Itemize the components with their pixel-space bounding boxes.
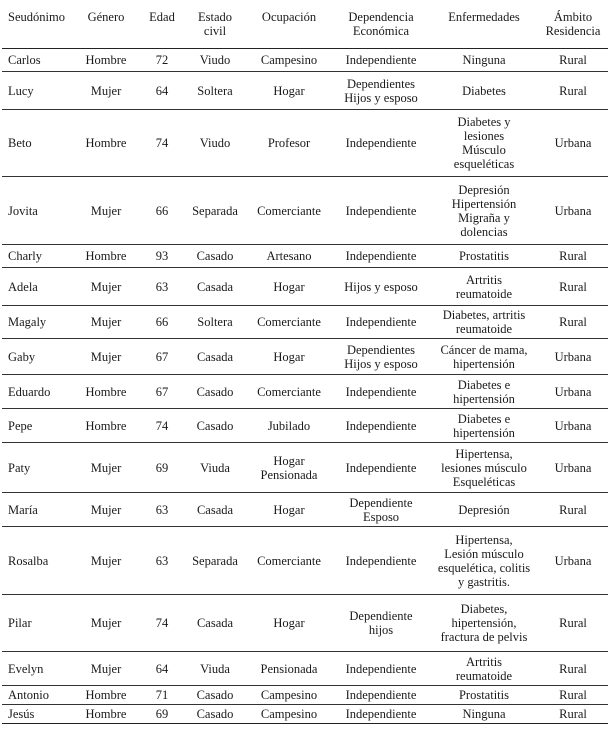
header-estado	[184, 0, 246, 49]
cell-estado	[184, 110, 246, 177]
cell-enfermedades-line: Hipertensión	[451, 196, 517, 211]
cell-ocupacion-line: Campesino	[260, 688, 318, 702]
cell-estado-line: Separada	[192, 203, 238, 218]
cell-dependencia	[332, 409, 430, 443]
cell-estado	[184, 306, 246, 339]
cell-dependencia-line: Esposo	[362, 509, 400, 524]
cell-edad: 67	[155, 384, 169, 399]
header-enfermedades-line: Enfermedades	[448, 10, 520, 24]
cell-edad: 63	[155, 502, 169, 517]
cell-enfermedades-line: Hipertensa,	[455, 532, 513, 547]
header-seudonimo-line: Seudónimo	[8, 10, 65, 24]
cell-edad: 93	[155, 249, 169, 263]
cell-ocupacion	[246, 177, 332, 245]
cell-dependencia-line: Independiente	[345, 661, 417, 676]
cell-seudonimo: Jesús	[8, 707, 35, 721]
cell-seudonimo: Paty	[8, 460, 31, 475]
cell-enfermedades	[430, 72, 538, 110]
cell-estado-line: Casado	[196, 707, 234, 721]
cell-estado	[184, 705, 246, 724]
cell-dependencia-line: Independiente	[345, 53, 417, 67]
cell-estado-line: Casado	[196, 249, 234, 263]
cell-enfermedades	[430, 409, 538, 443]
cell-enfermedades	[430, 527, 538, 595]
cell-ocupacion	[246, 652, 332, 686]
table-row	[2, 49, 608, 72]
cell-estado	[184, 177, 246, 245]
cell-seudonimo: Magaly	[8, 315, 47, 329]
cell-estado	[184, 409, 246, 443]
cell-ocupacion	[246, 268, 332, 306]
cell-enfermedades-line: Migraña y	[458, 210, 510, 225]
cell-enfermedades	[430, 705, 538, 724]
cell-enfermedades	[430, 49, 538, 72]
cell-enfermedades-line: reumatoide	[455, 668, 513, 683]
cell-genero: Mujer	[90, 279, 122, 294]
cell-seudonimo: Jovita	[8, 203, 38, 218]
cell-dependencia-line: Independiente	[345, 688, 417, 702]
cell-enfermedades	[430, 110, 538, 177]
table-row	[2, 527, 608, 595]
cell-estado-line: Casado	[196, 384, 234, 399]
table-row	[2, 705, 608, 724]
cell-ocupacion	[246, 245, 332, 268]
cell-ocupacion-line: Hogar	[273, 349, 305, 364]
cell-enfermedades	[430, 177, 538, 245]
table-row	[2, 245, 608, 268]
cell-dependencia	[332, 49, 430, 72]
cell-ocupacion-line: Pensionada	[260, 467, 318, 482]
cell-enfermedades-line: Artritis	[465, 654, 503, 669]
cell-genero: Mujer	[90, 502, 122, 517]
cell-dependencia-line: Dependientes	[346, 76, 416, 91]
cell-genero: Mujer	[90, 203, 122, 218]
cell-dependencia	[332, 527, 430, 595]
cell-estado	[184, 72, 246, 110]
cell-dependencia	[332, 268, 430, 306]
cell-estado-line: Soltera	[197, 83, 233, 98]
cell-seudonimo: Lucy	[8, 83, 34, 98]
cell-ambito: Rural	[559, 53, 587, 67]
cell-ocupacion-line: Hogar	[273, 279, 305, 294]
cell-seudonimo: Eduardo	[8, 384, 51, 399]
cell-edad: 74	[155, 616, 169, 630]
cell-dependencia-line: Independiente	[345, 315, 417, 329]
cell-dependencia-line: Independiente	[345, 707, 417, 721]
cell-genero: Hombre	[85, 249, 127, 263]
cell-enfermedades	[430, 339, 538, 375]
cell-ocupacion	[246, 339, 332, 375]
cell-seudonimo: Charly	[8, 249, 43, 263]
cell-enfermedades	[430, 306, 538, 339]
cell-dependencia	[332, 177, 430, 245]
cell-ambito: Urbana	[554, 384, 592, 399]
cell-enfermedades	[430, 443, 538, 493]
table-row	[2, 339, 608, 375]
cell-edad: 66	[155, 203, 169, 218]
cell-seudonimo: Antonio	[8, 688, 49, 702]
cell-dependencia	[332, 245, 430, 268]
cell-genero: Hombre	[85, 384, 127, 399]
cell-dependencia-line: Independiente	[345, 460, 417, 475]
cell-enfermedades-line: Diabetes,	[460, 602, 508, 616]
header-dependencia-line: Dependencia	[348, 10, 414, 24]
cell-seudonimo: Evelyn	[8, 661, 44, 676]
header-row	[2, 0, 608, 49]
cell-ambito: Rural	[559, 279, 587, 294]
cell-ambito: Urbana	[554, 349, 592, 364]
cell-ambito: Rural	[559, 688, 587, 702]
header-dependencia	[332, 0, 430, 49]
cell-estado	[184, 375, 246, 409]
cell-ocupacion-line: Pensionada	[260, 661, 318, 676]
cell-ambito: Rural	[559, 707, 587, 721]
cell-seudonimo: Pilar	[8, 616, 32, 630]
cell-dependencia-line: Dependientes	[346, 342, 416, 357]
cell-edad: 69	[155, 460, 169, 475]
cell-edad: 63	[155, 279, 169, 294]
cell-ocupacion	[246, 705, 332, 724]
cell-estado	[184, 245, 246, 268]
cell-dependencia	[332, 686, 430, 705]
cell-dependencia-line: Dependiente	[349, 495, 413, 510]
cell-dependencia	[332, 493, 430, 527]
cell-estado-line: Casada	[196, 279, 234, 294]
cell-enfermedades-line: Músculo	[462, 143, 506, 157]
cell-ocupacion	[246, 595, 332, 652]
cell-estado	[184, 49, 246, 72]
cell-estado-line: Casada	[196, 616, 234, 630]
cell-estado-line: Casado	[196, 418, 234, 433]
table-row	[2, 110, 608, 177]
cell-enfermedades-line: Artritis	[465, 272, 503, 287]
table-row	[2, 177, 608, 245]
cell-edad: 67	[155, 349, 169, 364]
cell-enfermedades-line: Prostatitis	[458, 249, 509, 263]
cell-ocupacion	[246, 375, 332, 409]
cell-enfermedades-line: hipertensión	[453, 391, 515, 406]
cell-enfermedades-line: Diabetes e	[457, 411, 511, 426]
cell-ambito: Rural	[559, 502, 587, 517]
cell-seudonimo: Adela	[8, 279, 38, 294]
table-row	[2, 375, 608, 409]
table-row	[2, 443, 608, 493]
cell-ambito: Rural	[559, 616, 587, 630]
cell-dependencia-line: Hijos y esposo	[344, 356, 418, 371]
cell-enfermedades-line: Cáncer de mama,	[440, 342, 528, 357]
cell-enfermedades-line: Diabetes y	[457, 115, 511, 129]
cell-enfermedades-line: Prostatitis	[458, 688, 509, 702]
cell-seudonimo: Pepe	[8, 418, 33, 433]
cell-estado-line: Soltera	[197, 315, 233, 329]
cell-ambito: Urbana	[554, 553, 592, 568]
cell-ocupacion-line: Comerciante	[257, 203, 321, 218]
cell-enfermedades-line: Diabetes	[462, 83, 506, 98]
participants-table	[2, 0, 608, 724]
header-estado-line: civil	[203, 24, 227, 38]
cell-estado	[184, 686, 246, 705]
cell-ambito: Rural	[559, 315, 587, 329]
cell-edad: 64	[155, 661, 169, 676]
cell-enfermedades-line: dolencias	[460, 224, 508, 239]
cell-dependencia	[332, 72, 430, 110]
cell-edad: 72	[155, 53, 169, 67]
cell-enfermedades	[430, 686, 538, 705]
cell-estado	[184, 527, 246, 595]
cell-ocupacion-line: Hogar	[273, 502, 305, 517]
cell-seudonimo: Rosalba	[8, 553, 49, 568]
cell-ocupacion	[246, 110, 332, 177]
cell-enfermedades-line: hipertensión	[453, 425, 515, 440]
cell-enfermedades-line: y gastritis.	[457, 574, 511, 589]
cell-ocupacion-line: Hogar	[273, 616, 305, 630]
cell-enfermedades-line: Diabetes e	[457, 377, 511, 392]
cell-genero: Mujer	[90, 616, 122, 630]
cell-edad: 66	[155, 315, 169, 329]
header-edad	[140, 0, 184, 49]
cell-ocupacion-line: Artesano	[266, 249, 312, 263]
cell-estado-line: Casada	[196, 502, 234, 517]
cell-enfermedades-line: esquelética, colitis	[437, 560, 531, 575]
table-row	[2, 72, 608, 110]
cell-enfermedades-line: Lesión músculo	[444, 546, 524, 561]
cell-ocupacion	[246, 527, 332, 595]
cell-dependencia	[332, 306, 430, 339]
cell-estado	[184, 443, 246, 493]
cell-enfermedades-line: reumatoide	[455, 286, 513, 301]
cell-genero: Mujer	[90, 349, 122, 364]
cell-ambito: Rural	[559, 83, 587, 98]
table-row	[2, 493, 608, 527]
table-row	[2, 686, 608, 705]
cell-seudonimo: Gaby	[8, 349, 36, 364]
cell-dependencia	[332, 595, 430, 652]
cell-estado-line: Casada	[196, 349, 234, 364]
table-body	[2, 49, 608, 724]
cell-estado-line: Separada	[192, 553, 238, 568]
cell-dependencia-line: Dependiente	[349, 609, 413, 623]
cell-seudonimo: María	[8, 502, 38, 517]
header-genero-line: Género	[87, 10, 125, 24]
cell-ocupacion	[246, 72, 332, 110]
header-enfermedades	[430, 0, 538, 49]
cell-ocupacion	[246, 686, 332, 705]
cell-edad: 74	[155, 418, 169, 433]
cell-ambito: Urbana	[554, 418, 592, 433]
cell-dependencia-line: Independiente	[345, 249, 417, 263]
cell-ocupacion-line: Profesor	[267, 136, 311, 150]
cell-dependencia	[332, 705, 430, 724]
cell-dependencia-line: hijos	[368, 623, 394, 637]
cell-genero: Hombre	[85, 688, 127, 702]
cell-estado	[184, 339, 246, 375]
cell-enfermedades	[430, 268, 538, 306]
cell-edad: 71	[155, 688, 169, 702]
cell-enfermedades	[430, 595, 538, 652]
cell-edad: 74	[155, 136, 169, 150]
cell-ambito: Urbana	[554, 460, 592, 475]
cell-enfermedades-line: lesiones	[463, 129, 505, 143]
cell-estado	[184, 493, 246, 527]
cell-dependencia	[332, 375, 430, 409]
table-row	[2, 306, 608, 339]
cell-dependencia-line: Independiente	[345, 418, 417, 433]
cell-seudonimo: Carlos	[8, 53, 41, 67]
table-row	[2, 409, 608, 443]
cell-enfermedades-line: Esqueléticas	[452, 474, 516, 489]
cell-enfermedades-line: hipertensión,	[451, 616, 517, 630]
cell-enfermedades	[430, 652, 538, 686]
table-row	[2, 268, 608, 306]
cell-ocupacion-line: Hogar	[273, 453, 305, 468]
cell-ocupacion-line: Comerciante	[257, 384, 321, 399]
cell-estado-line: Casado	[196, 688, 234, 702]
cell-genero: Mujer	[90, 315, 122, 329]
cell-enfermedades-line: reumatoide	[455, 322, 513, 336]
cell-dependencia	[332, 110, 430, 177]
cell-estado-line: Viuda	[200, 661, 230, 676]
cell-dependencia-line: Hijos y esposo	[344, 279, 418, 294]
cell-ambito: Urbana	[554, 203, 592, 218]
cell-genero: Hombre	[85, 136, 127, 150]
cell-enfermedades-line: Hipertensa,	[455, 446, 513, 461]
cell-enfermedades-line: Depresión	[458, 182, 510, 197]
cell-dependencia-line: Independiente	[345, 203, 417, 218]
cell-enfermedades-line: fractura de pelvis	[440, 630, 528, 644]
cell-enfermedades	[430, 375, 538, 409]
cell-ocupacion	[246, 306, 332, 339]
cell-enfermedades	[430, 245, 538, 268]
cell-enfermedades-line: Diabetes, artritis	[442, 308, 526, 322]
table-row	[2, 652, 608, 686]
header-dependencia-line: Económica	[352, 24, 410, 38]
table-header	[2, 0, 608, 49]
cell-dependencia-line: Hijos y esposo	[344, 90, 418, 105]
header-seudonimo	[2, 0, 72, 49]
cell-ocupacion	[246, 409, 332, 443]
cell-dependencia-line: Independiente	[345, 384, 417, 399]
cell-genero: Hombre	[85, 53, 127, 67]
header-genero	[72, 0, 140, 49]
cell-ocupacion-line: Comerciante	[257, 553, 321, 568]
cell-dependencia	[332, 443, 430, 493]
cell-genero: Mujer	[90, 553, 122, 568]
cell-genero: Hombre	[85, 418, 127, 433]
cell-genero: Mujer	[90, 83, 122, 98]
cell-estado-line: Viuda	[200, 460, 230, 475]
cell-seudonimo: Beto	[8, 136, 32, 150]
cell-estado	[184, 268, 246, 306]
cell-ambito: Urbana	[554, 136, 592, 150]
cell-enfermedades-line: Depresión	[458, 502, 510, 517]
cell-ocupacion-line: Comerciante	[257, 315, 321, 329]
cell-genero: Hombre	[85, 707, 127, 721]
cell-ocupacion-line: Jubilado	[267, 418, 311, 433]
header-edad-line: Edad	[149, 10, 175, 24]
cell-genero: Mujer	[90, 661, 122, 676]
cell-ambito: Rural	[559, 249, 587, 263]
cell-dependencia	[332, 652, 430, 686]
cell-estado-line: Viudo	[199, 53, 231, 67]
cell-enfermedades-line: esqueléticas	[453, 157, 515, 171]
cell-dependencia-line: Independiente	[345, 136, 417, 150]
cell-ambito: Rural	[559, 661, 587, 676]
header-ambito-line: Residencia	[545, 24, 601, 38]
cell-estado	[184, 595, 246, 652]
cell-ocupacion-line: Campesino	[260, 707, 318, 721]
cell-ocupacion	[246, 443, 332, 493]
table-row	[2, 595, 608, 652]
header-ambito-line: Ámbito	[553, 10, 593, 24]
cell-enfermedades-line: hipertensión	[453, 356, 515, 371]
header-ocupacion-line: Ocupación	[261, 10, 317, 24]
cell-genero: Mujer	[90, 460, 122, 475]
header-estado-line: Estado	[197, 10, 233, 24]
cell-enfermedades-line: Ninguna	[462, 707, 506, 721]
cell-ocupacion-line: Campesino	[260, 53, 318, 67]
cell-enfermedades-line: lesiones músculo	[441, 460, 527, 475]
cell-estado-line: Viudo	[199, 136, 231, 150]
header-ambito	[538, 0, 608, 49]
cell-ocupacion	[246, 49, 332, 72]
cell-edad: 64	[155, 83, 169, 98]
header-ocupacion	[246, 0, 332, 49]
cell-enfermedades	[430, 493, 538, 527]
cell-edad: 69	[155, 707, 169, 721]
cell-enfermedades-line: Ninguna	[462, 53, 506, 67]
cell-ocupacion-line: Hogar	[273, 83, 305, 98]
cell-dependencia	[332, 339, 430, 375]
cell-ocupacion	[246, 493, 332, 527]
cell-dependencia-line: Independiente	[345, 553, 417, 568]
cell-edad: 63	[155, 553, 169, 568]
cell-estado	[184, 652, 246, 686]
